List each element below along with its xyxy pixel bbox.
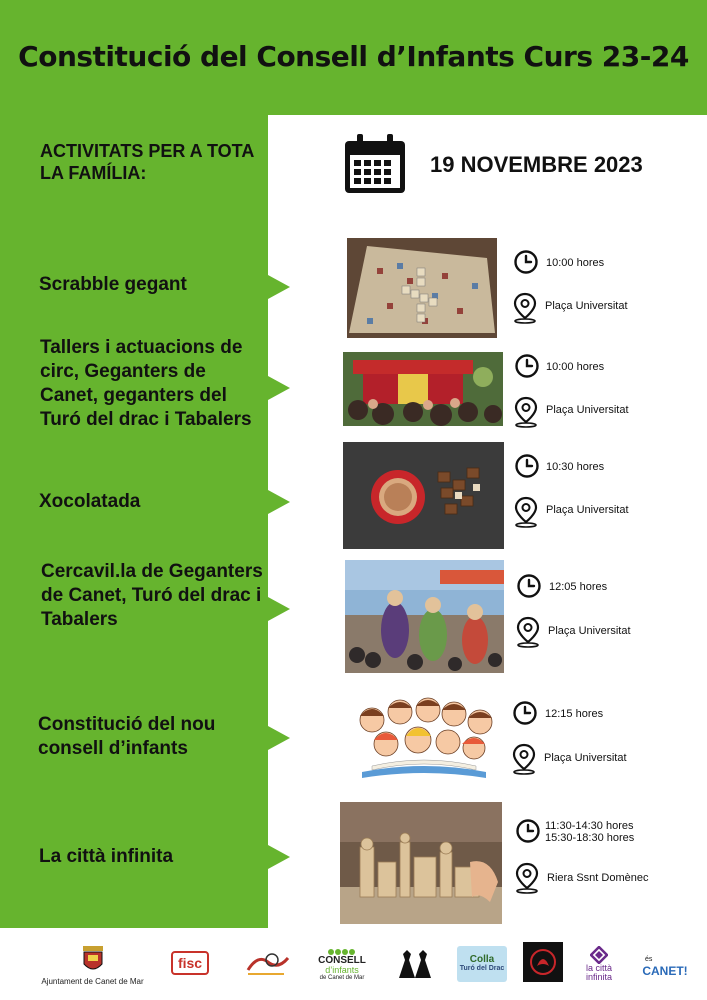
es-canet-logo xyxy=(640,950,690,982)
activity-label: Xocolatada xyxy=(39,491,141,512)
diamond-icon xyxy=(590,946,608,964)
clock-icon xyxy=(515,818,541,844)
circus-photo xyxy=(343,352,503,426)
sponsor-footer xyxy=(0,928,707,1000)
activity-place: Plaça Universitat xyxy=(544,752,627,764)
colla-top: Colla xyxy=(469,954,495,965)
activity-place: Plaça Universitat xyxy=(548,625,631,637)
activity-place: Plaça Universitat xyxy=(545,300,628,312)
activity-place: Plaça Universitat xyxy=(546,404,629,416)
canet-small: és xyxy=(645,955,653,963)
consell-infants-logo xyxy=(318,946,366,984)
children-illustration xyxy=(342,690,506,786)
ajuntament-logo xyxy=(35,944,150,988)
activity-label: Tallers i actuacions de circ, Geganters de Canet, geganters del Turó del drac i Tabalers xyxy=(40,337,252,430)
fisc-wordmark: fisc xyxy=(171,951,209,975)
ajuntament-name: Ajuntament de Canet de Mar xyxy=(41,977,144,986)
canet-wordmark: CANET! xyxy=(642,963,688,978)
activity-label: Scrabble gegant xyxy=(39,274,187,295)
location-pin-icon xyxy=(511,743,537,775)
activity-place: Plaça Universitat xyxy=(546,504,629,516)
activity-time: 10:00 hores xyxy=(546,257,605,269)
page-title: Constitució del Consell d’Infants Curs 23-24 xyxy=(18,40,689,73)
activity-time: 10:30 hores xyxy=(546,461,605,473)
location-pin-icon xyxy=(514,862,540,894)
wooden-city-photo xyxy=(340,802,502,924)
calendar-icon xyxy=(343,133,407,195)
activity-time: 12:05 hores xyxy=(549,581,608,593)
arrow-marker xyxy=(268,376,290,400)
consell-sub: d’infants xyxy=(325,965,359,975)
location-pin-icon xyxy=(513,396,539,428)
giants-logo xyxy=(393,944,437,982)
consell-title: CONSELL xyxy=(318,955,366,966)
tabalers-logo xyxy=(523,942,563,982)
location-pin-icon xyxy=(513,496,539,528)
arrow-marker xyxy=(268,490,290,514)
clock-icon xyxy=(516,573,542,599)
event-date: 19 NOVEMBRE 2023 xyxy=(430,152,643,177)
activity-time: 10:00 hores xyxy=(546,361,605,373)
consell-place: de Canet de Mar xyxy=(319,975,365,981)
activity-label: Cercavil.la de Geganters de Canet, Turó del drac i Tabalers xyxy=(41,561,263,630)
citta-line2: infinita xyxy=(585,972,612,982)
clock-icon xyxy=(513,249,539,275)
activity-place: Riera Ssnt Domènec xyxy=(547,872,649,884)
activities-subtitle: ACTIVITATS PER A TOTA LA FAMÍLIA: xyxy=(40,141,254,183)
activity-label: La città infinita xyxy=(39,846,174,867)
colla-bottom: Turó del Drac xyxy=(459,965,505,972)
activity-time-afternoon: 15:30-18:30 hores xyxy=(545,832,635,844)
location-pin-icon xyxy=(512,292,538,324)
scrabble-photo xyxy=(347,238,497,338)
arrow-marker xyxy=(268,275,290,299)
location-pin-icon xyxy=(515,616,541,648)
arrow-marker xyxy=(268,845,290,869)
clock-icon xyxy=(512,700,538,726)
coat-of-arms-icon xyxy=(82,946,104,974)
el-cau-logo xyxy=(243,946,291,980)
clock-icon xyxy=(514,453,540,479)
arrow-marker xyxy=(268,597,290,621)
parade-photo xyxy=(345,560,504,673)
activity-time: 12:15 hores xyxy=(545,708,604,720)
clock-icon xyxy=(514,353,540,379)
citta-infinita-logo xyxy=(578,944,620,984)
citta-line1: la città xyxy=(585,963,612,973)
arrow-marker xyxy=(268,726,290,750)
colla-turo-drac-logo xyxy=(457,946,507,982)
activity-label: Constitució del nou consell d’infants xyxy=(38,714,216,759)
left-green-band xyxy=(0,115,268,928)
chocolate-photo xyxy=(343,442,504,549)
activity-time: 11:30-14:30 hores xyxy=(545,820,634,832)
fisc-logo xyxy=(168,946,212,980)
